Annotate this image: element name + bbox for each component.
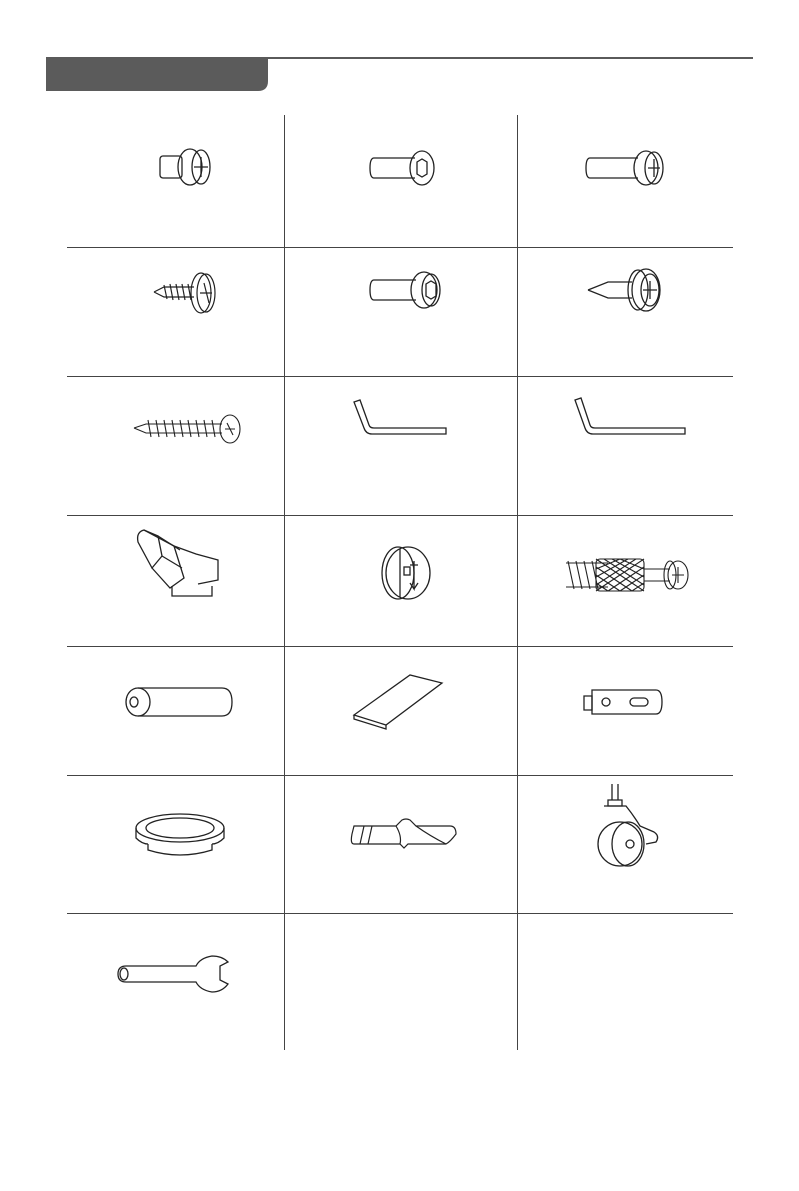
row-divider [67,913,733,914]
allen-key-large-icon [573,398,689,442]
column-divider [284,115,285,1050]
shelf-clip-icon [134,528,224,600]
cam-lock-icon [378,545,434,601]
wood-dowel-icon [122,684,234,720]
hex-socket-bolt-icon [370,271,446,313]
row-divider [67,775,733,776]
wood-screw-icon [154,271,218,317]
row-divider [67,376,733,377]
long-wood-screw-icon [134,412,244,448]
open-end-wrench-icon [116,950,232,1000]
allen-key-small-icon [352,400,450,442]
flat-head-phillips-bolt-icon [158,148,218,192]
caster-wheel-icon [594,782,666,878]
row-divider [67,247,733,248]
phillips-barrel-bolt-icon [586,150,666,190]
shim-plate-icon [352,671,444,731]
mounting-bracket-icon [582,682,662,722]
row-divider [67,515,733,516]
hex-socket-bolt-icon [370,150,440,190]
grommet-ring-icon [132,810,228,860]
threaded-dowel-bolt-icon [564,555,692,595]
washer-head-screw-icon [588,268,668,316]
row-divider [67,646,733,647]
column-divider [517,115,518,1050]
connector-insert-icon [350,816,456,852]
